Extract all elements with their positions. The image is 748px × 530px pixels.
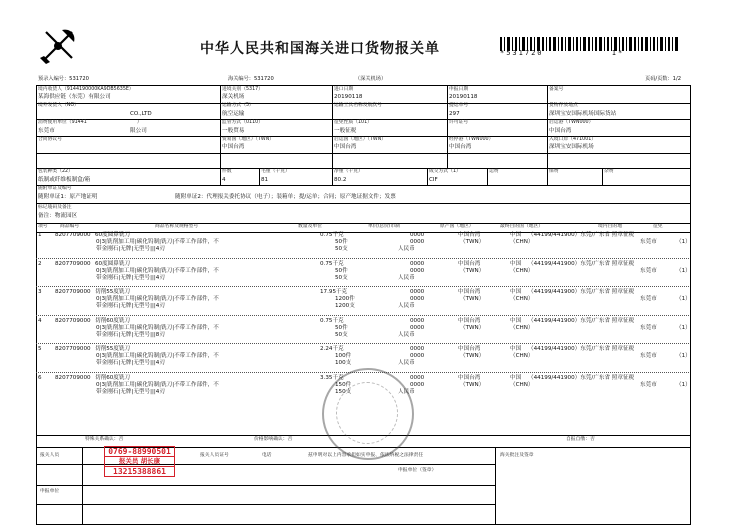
goods-tax-no: （1） <box>676 353 691 359</box>
docs-line-a: 随附单证1：原产地证明 <box>38 194 98 200</box>
goods-header-price: 单价/总价/币制 <box>368 224 401 229</box>
row-divider <box>36 315 689 316</box>
goods-qty-pieces: 1200件 <box>335 296 355 302</box>
goods-domestic: （44199/441900）东莞/广东省 照章征税 <box>528 374 635 381</box>
goods-no: 5 <box>38 346 42 352</box>
supervision-label: 监管方式（0110） <box>222 120 263 125</box>
transport-label: 运输方式（5） <box>222 103 254 108</box>
goods-origin: 中国台湾 <box>458 232 481 238</box>
goods-origin: 中国台湾 <box>458 289 481 295</box>
goods-code: 8207709000 <box>55 346 91 352</box>
goods-qty-units: 50支 <box>335 331 348 338</box>
goods-header-no: 项号 <box>38 224 48 229</box>
bill-label: 提运单号 <box>449 103 469 108</box>
goods-code: 8207709000 <box>55 374 91 381</box>
goods-code: 8207709000 <box>55 232 91 238</box>
goods-unit-price: 0000 <box>410 346 425 352</box>
goods-origin-code: （TWN） <box>460 324 485 331</box>
goods-tax-no: （1） <box>676 296 691 302</box>
goods-dest: 中国 <box>510 232 522 238</box>
goods-name: 60度圆鼻铣刀 <box>95 260 131 267</box>
goods-qty-units: 100支 <box>335 360 352 366</box>
goods-unit-price: 0000 <box>410 374 425 381</box>
goods-spec-2: 带金刚石|无牌|无型号|||4刃 <box>96 303 165 309</box>
prerecord-no: 531720 <box>69 76 89 82</box>
declare-date-label: 申报日期 <box>449 87 469 92</box>
unit-label: 申报单位 <box>40 489 60 494</box>
goods-no: 2 <box>38 260 42 267</box>
consignor-label: 境外发货人（NO） <box>38 103 79 108</box>
goods-code: 8207709000 <box>55 289 91 295</box>
goods-dest: 中国 <box>510 260 522 267</box>
trade-country-value: 中国台湾 <box>222 144 245 150</box>
marks-label: 标记唛码及备注 <box>38 205 72 210</box>
goods-total-price: 0000 <box>410 353 425 359</box>
gross-value: 81 <box>261 177 269 183</box>
goods-spec-2: 带金刚石|无牌|无型号|||4刃 <box>96 246 165 252</box>
pack-label: 包装种类（22） <box>38 169 73 174</box>
goods-dest: 中国 <box>510 346 522 352</box>
price-effect: 价格影响确认：否 <box>254 437 293 442</box>
goods-currency: 人民币 <box>398 246 415 252</box>
goods-tax-no: （1） <box>676 239 691 245</box>
unit-seal-label: 申报单位（签章） <box>398 468 437 473</box>
goods-spec-1: 0|3|铣削加工用|碳化钨制|铣刀|不带工作部件，不 <box>96 324 219 331</box>
bill-value: 297 <box>449 111 460 117</box>
entry-place-value: 深圳宝安国际机场 <box>549 144 594 150</box>
goods-domestic: （44199/441900）东莞/广东省 照章征税 <box>528 346 635 352</box>
declarant-label: 报关人员 <box>40 453 60 458</box>
goods-spec-1: 0|3|铣削加工用|碳化钨制|铣刀|不带工作部件，不 <box>96 381 219 388</box>
goods-name: 切削60度铣刀 <box>95 317 131 324</box>
goods-domestic-city: 东莞市 <box>640 353 657 359</box>
goods-spec-2: 带金刚石|无牌|无型号|||4刃 <box>96 274 165 281</box>
deal-value: CIF <box>429 177 438 183</box>
goods-qty-weight: 2.24千克 <box>320 346 344 352</box>
declarant-no-label: 报关人员证号 <box>200 453 229 458</box>
legal-statement: 兹申明对以上内容承担如实申报、依法纳税之法律责任 <box>308 453 424 458</box>
via-port-label: 经停港（TWN000） <box>449 137 494 142</box>
misc-label: 杂费 <box>604 169 614 174</box>
form-title: 中华人民共和国海关进口货物报关单 <box>200 41 440 57</box>
customs-no-label: 海关编号： <box>228 76 254 82</box>
supervision-value: 一般贸易 <box>222 128 245 134</box>
user-label-paren: ） <box>136 120 142 125</box>
stamp-line-2: 报关员 胡长康 <box>105 456 174 467</box>
goods-origin: 中国台湾 <box>458 317 481 324</box>
origin-country-value: 中国台湾 <box>334 144 357 150</box>
goods-domestic-city: 东莞市 <box>640 296 657 302</box>
goods-qty-pieces: 100件 <box>335 353 352 359</box>
goods-tax-no: （1） <box>676 324 691 331</box>
special-relation: 特殊关系确认：否 <box>85 437 124 442</box>
barcode <box>500 36 678 58</box>
goods-origin: 中国台湾 <box>458 260 481 267</box>
vehicle-label: 运输工具名称及航次号 <box>334 103 382 108</box>
goods-domestic: （44199/441900）东莞/广东省 照章征税 <box>528 317 635 324</box>
goods-unit-price: 0000 <box>410 260 425 267</box>
entry-port-label: 进境关别（5317） <box>222 87 263 92</box>
goods-qty-units: 150支 <box>335 388 352 395</box>
goods-total-price: 0000 <box>410 324 425 331</box>
goods-qty-pieces: 50件 <box>335 239 348 245</box>
goods-dest-code: （CHN） <box>510 296 534 302</box>
goods-origin-code: （TWN） <box>460 353 485 359</box>
docs-line-b: 随附单证2：代理报关委托协议（电子）；装箱单；提/运单；合同；原产地证据文件；发票 <box>175 194 396 200</box>
goods-domestic: （44199/441900）东莞/广东省 照章征税 <box>528 232 635 238</box>
declare-date-value: 20190118 <box>449 94 478 100</box>
goods-name: 60度圆鼻铣刀 <box>95 232 131 238</box>
goods-tax-no: （1） <box>676 267 691 274</box>
tax-label: 征免性质（101） <box>334 120 372 125</box>
user-label: 消费使用单位（91441 <box>38 120 87 125</box>
goods-header-origin: 原产国（地区） <box>440 224 474 229</box>
goods-unit-price: 0000 <box>410 317 425 324</box>
barcode-text: *531720 <box>500 49 544 57</box>
goods-name: 切削55度铣刀 <box>95 346 131 352</box>
row-divider <box>36 258 689 259</box>
deal-label: 成交方式（1） <box>429 169 461 174</box>
goods-qty-units: 50支 <box>335 246 348 252</box>
goods-dest-code: （CHN） <box>510 324 534 331</box>
import-date-label: 进口日期 <box>334 87 354 92</box>
goods-domestic-city: 东莞市 <box>640 381 657 388</box>
consignor-value: CO.,LTD <box>130 111 152 117</box>
consignee-value: 某海供应链（东莞）有限公司 <box>38 94 111 100</box>
goods-qty-units: 50支 <box>335 274 348 281</box>
goods-name: 切削55度铣刀 <box>95 289 131 295</box>
goods-no: 3 <box>38 289 42 295</box>
goods-currency: 人民币 <box>398 303 415 309</box>
phone-label: 电话 <box>262 453 272 458</box>
goods-no: 4 <box>38 317 42 324</box>
goods-header-domestic: 境内目的地 <box>598 224 622 229</box>
goods-origin-code: （TWN） <box>460 381 485 388</box>
goods-domestic-city: 东莞市 <box>640 267 657 274</box>
entry-port-value: 深关机场 <box>222 94 245 100</box>
goods-spec-2: 带金刚石|无牌|无型号|||4刃 <box>96 388 165 395</box>
customs-emblem-icon <box>40 28 76 64</box>
contract-label: 合同协议号 <box>38 137 62 142</box>
gross-label: 毛重（千克） <box>261 169 290 174</box>
goods-spec-1: 0|3|铣削加工用|碳化钨制|铣刀|不带工作部件，不 <box>96 296 219 302</box>
transport-value: 航空运输 <box>222 111 245 117</box>
license-label: 许可证号 <box>449 120 469 125</box>
goods-origin: 中国台湾 <box>458 374 481 381</box>
goods-domestic: （44199/441900）东莞/广东省 照章征税 <box>528 260 635 267</box>
goods-no: 1 <box>38 232 42 238</box>
goods-currency: 人民币 <box>398 388 415 395</box>
tax-value: 一般征税 <box>334 128 357 134</box>
goods-dest: 中国 <box>510 317 522 324</box>
consignee-label: 境内收货人（9144190000KA9DB5635E） <box>38 87 134 92</box>
goods-qty-weight: 0.75千克 <box>320 317 344 324</box>
goods-qty-weight: 0.75千克 <box>320 260 344 267</box>
page-indicator: 页码/页数：1/2 <box>645 76 682 82</box>
import-date-value: 20190118 <box>334 94 363 100</box>
via-port-value: 中国台湾 <box>449 144 472 150</box>
goods-origin-code: （TWN） <box>460 296 485 302</box>
goods-header-name: 商品名称及规格型号 <box>155 224 199 229</box>
goods-dest-code: （CHN） <box>510 353 534 359</box>
storage-value: 深圳宝安国际机场国际货站 <box>549 111 617 117</box>
goods-header-dest: 最终目的国（地区） <box>500 224 544 229</box>
goods-dest: 中国 <box>510 289 522 295</box>
barcode-suffix: 1* <box>611 49 625 57</box>
goods-total-price: 0000 <box>410 239 425 245</box>
goods-spec-1: 0|3|铣削加工用|碳化钨制|铣刀|不带工作部件，不 <box>96 239 219 245</box>
insurance-label: 保费 <box>549 169 559 174</box>
pack-value: 纸制或纤维板制盒/箱 <box>38 177 91 183</box>
goods-total-price: 0000 <box>410 267 425 274</box>
port-value: 中国台湾 <box>549 128 572 134</box>
goods-header-tax: 征免 <box>653 224 663 229</box>
prerecord-label: 预录入编号： <box>38 76 70 82</box>
user-value-a: 东莞市 <box>38 128 55 134</box>
goods-domestic-city: 东莞市 <box>640 239 657 245</box>
customs-note-label: 海关批注及签章 <box>500 453 534 458</box>
row-divider <box>36 286 689 287</box>
goods-domestic-city: 东莞市 <box>640 324 657 331</box>
user-value-b: 限公司 <box>130 128 147 134</box>
row-divider <box>36 343 689 344</box>
goods-qty-weight: 0.75千克 <box>320 232 344 238</box>
goods-dest-code: （CHN） <box>510 381 534 388</box>
goods-spec-1: 0|3|铣削加工用|碳化钨制|铣刀|不带工作部件，不 <box>96 353 219 359</box>
entry-place-label: 入境口岸（471001） <box>549 137 597 142</box>
goods-total-price: 0000 <box>410 296 425 302</box>
origin-country-label: 启运国（地区）（TWN） <box>334 137 387 142</box>
pieces-value: 4 <box>222 177 226 183</box>
storage-label: 货物存放地点 <box>549 103 578 108</box>
goods-code: 8207709000 <box>55 317 91 324</box>
goods-code: 8207709000 <box>55 260 91 267</box>
docs-label: 随附单证及编号 <box>38 186 72 191</box>
pieces-label: 件数 <box>222 169 232 174</box>
trade-country-label: 贸易国（地区）（TWN） <box>222 137 275 142</box>
port-label: 启运港（TWN000） <box>549 120 594 125</box>
goods-dest-code: （CHN） <box>510 267 534 274</box>
goods-dest: 中国 <box>510 374 522 381</box>
customs-office: （深关机场） <box>355 76 387 82</box>
goods-dest-code: （CHN） <box>510 239 534 245</box>
goods-header-code: 商品编号 <box>60 224 80 229</box>
goods-qty-weight: 3.35千克 <box>320 374 344 381</box>
company-seal-inner-icon <box>336 382 398 444</box>
freight-label: 运费 <box>489 169 499 174</box>
net-value: 80.2 <box>334 177 347 183</box>
goods-name: 切削60度铣刀 <box>95 374 131 381</box>
goods-no: 6 <box>38 374 42 381</box>
goods-currency: 人民币 <box>398 274 415 281</box>
net-label: 净重（千克） <box>334 169 363 174</box>
stamp-line-3: 13215388861 <box>113 467 166 476</box>
goods-origin: 中国台湾 <box>458 346 481 352</box>
goods-spec-1: 0|3|铣削加工用|碳化钨制|铣刀|不带工作部件，不 <box>96 267 219 274</box>
stamp-line-1: 0769-88990501 <box>108 447 171 456</box>
goods-qty-units: 1200支 <box>335 303 355 309</box>
goods-origin-code: （TWN） <box>460 239 485 245</box>
goods-currency: 人民币 <box>398 331 415 338</box>
record-no-label: 备案号 <box>549 87 564 92</box>
goods-unit-price: 0000 <box>410 289 425 295</box>
goods-currency: 人民币 <box>398 360 415 366</box>
goods-total-price: 0000 <box>410 381 425 388</box>
goods-unit-price: 0000 <box>410 232 425 238</box>
goods-spec-2: 带金刚石|无牌|无型号|||8刃 <box>96 331 165 338</box>
marks-value: 备注：物流园区 <box>38 213 78 219</box>
goods-origin-code: （TWN） <box>460 267 485 274</box>
goods-qty-pieces: 50件 <box>335 324 348 331</box>
goods-tax-no: （1） <box>676 381 691 388</box>
goods-qty-weight: 17.95千克 <box>320 289 348 295</box>
goods-qty-pieces: 50件 <box>335 267 348 274</box>
goods-qty-pieces: 150件 <box>335 381 352 388</box>
declarant-stamp <box>104 446 175 477</box>
royalty: 自报自缴：否 <box>566 437 595 442</box>
goods-domestic: （44199/441900）东莞/广东省 照章征税 <box>528 289 635 295</box>
goods-spec-2: 带金刚石|无牌|无型号|||4刃 <box>96 360 165 366</box>
goods-header-qty: 数量及单位 <box>298 224 322 229</box>
customs-no: 531720 <box>253 76 274 82</box>
